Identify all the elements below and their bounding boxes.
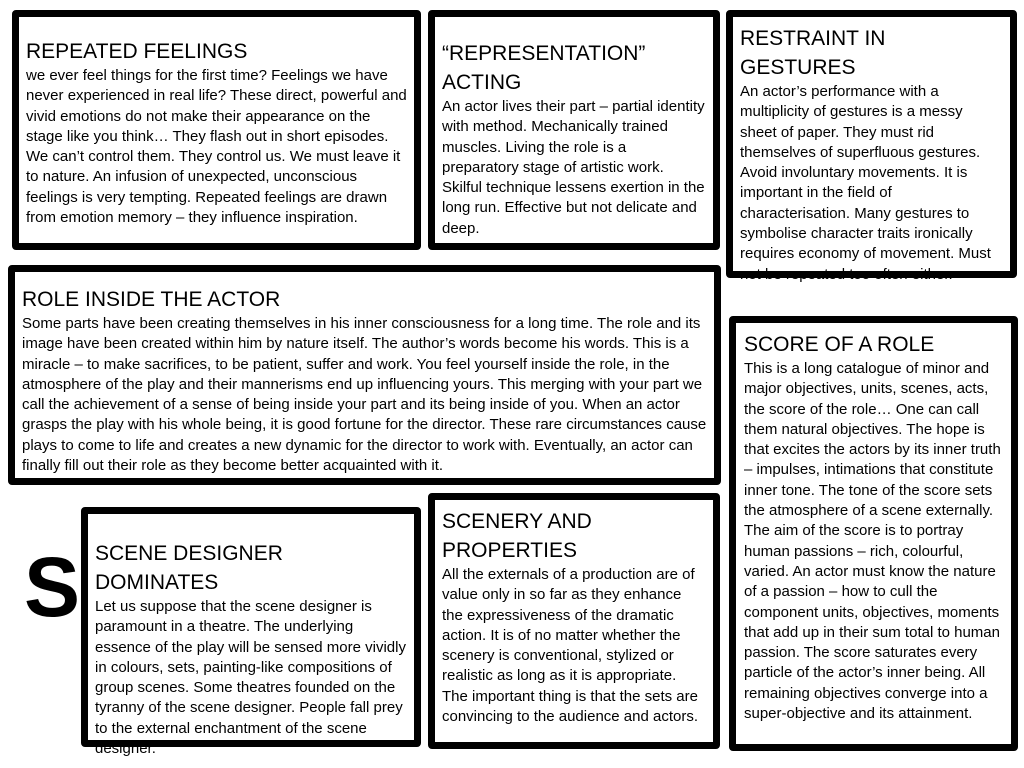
- card-title: ROLE INSIDE THE ACTOR: [22, 288, 281, 311]
- card-text: All the externals of a production are of value only in so far as they enhance the expressiveness of the dramatic action. It is of no matter whether the scenery is conventional, stylized or realistic as long as it is appropriate. The important thing is that the sets are convincing to the audience and actors.: [442, 566, 699, 726]
- card-text: Some parts have been creating themselves in his inner consciousness for a long time. The role and its image have been created within him by nature itself. The author’s words become his words. This is a miracle – to make sacrifices, to be patient, suffer and work. You feel yourself inside the role, in the atmosphere of the play and their mannerisms end up influencing yours. This merging with your part we call the achievement of a sense of being inside your part and its being inside of you. When an actor grasps the play with his whole being, it is good fortune for the director. These rare circumstances cause plays to come to life and creates a new dynamic for the director to work with. Eventually, an actor can finally fill out their role as they become better acquainted with it.: [22, 315, 707, 475]
- card-title: REPEATED FEELINGS: [26, 40, 248, 63]
- card-title: “REPRESENTATION” ACTING: [442, 42, 646, 94]
- role-inside-the-actor-card: [8, 265, 721, 485]
- card-title: RESTRAINT IN GESTURES: [740, 27, 886, 79]
- restraint-in-gestures-card: [726, 10, 1017, 283]
- repeated-feelings-card: [12, 10, 421, 250]
- card-title: SCENERY AND PROPERTIES: [442, 510, 592, 562]
- card-text: we ever feel things for the first time? Feelings we have never experienced in real life? These direct, powerful and vivid emotions do not make their appearance on the stage like you think… They flash out in short episodes. We can’t control them. They control us. We must leave it to nature. An infusion of unexpected, unconscious feelings is very tempting. Repeated feelings are drawn from emotion memory – they influence inspiration.: [26, 67, 407, 227]
- scene-designer-dominates-card: [81, 507, 421, 758]
- card-text: This is a long catalogue of minor and major objectives, units, scenes, acts, the score of the role… One can call them natural objectives. The hope is that excites the actors by its inner truth – impulses, intimations that constitute inner tone. The tone of the score sets the atmosphere of a scene externally. The aim of the score is to portray human passions – rich, colourful, varied. An actor must know the nature of a passion – how to cull the component units, objectives, moments that add up in their sum total to human passion. The score saturates every particle of the actor’s inner being. All remaining objectives converge into a super-objective and its attainment.: [744, 360, 1001, 723]
- card-text: An actor’s performance with a multiplicity of gestures is a messy sheet of paper. They must rid themselves of superfluous gestures. Avoid involuntary movements. It is important in the field of characterisation. Many gestures to symbolise character traits ironically requires economy of movement. Must not be repeated too often either.: [740, 83, 991, 283]
- card-text: An actor lives their part – partial identity with method. Mechanically trained muscles. Living the role is a preparatory stage of artistic work. Skilful technique lessens exertion in the long run. Effective but not delicate and deep.: [442, 98, 705, 237]
- scenery-and-properties-card: [428, 493, 720, 749]
- score-of-a-role-card: [729, 316, 1018, 751]
- big-letter-s: S: [24, 540, 81, 634]
- representation-acting-card: [428, 10, 720, 250]
- card-text: Let us suppose that the scene designer is paramount in a theatre. The underlying essence of the play will be sensed more vividly in colours, sets, painting-like compositions of group scenes. Some theatres founded on the tyranny of the scene designer. People fall prey to the external enchantment of the scene designer.: [95, 598, 406, 758]
- card-title: SCORE OF A ROLE: [744, 333, 935, 356]
- card-title: SCENE DESIGNER DOMINATES: [95, 542, 283, 594]
